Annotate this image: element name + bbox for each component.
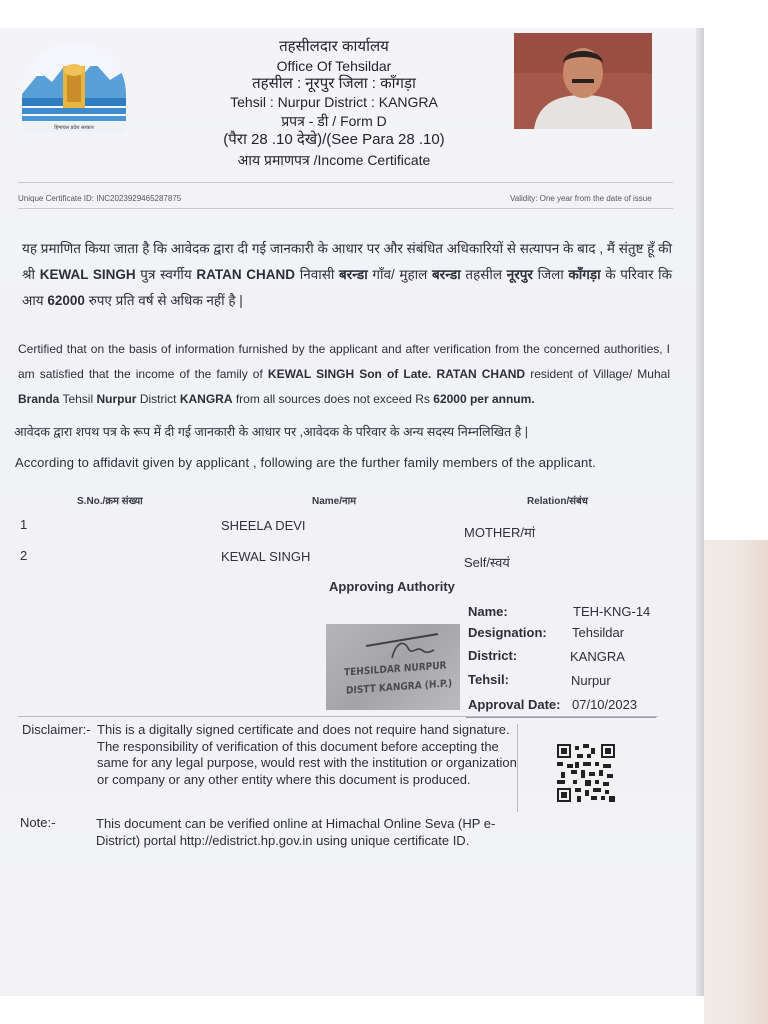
- qr-code-icon: [557, 744, 615, 802]
- authority-name-value: TEH-KNG-14: [573, 604, 651, 619]
- designation-label: Designation:: [468, 625, 547, 640]
- validity-text: Validity: One year from the date of issue: [510, 194, 652, 203]
- hindi-statement: [22, 236, 672, 314]
- hindi-text: के परिवार कि आय: [22, 267, 672, 308]
- certificate-id: Unique Certificate ID: INC2023929465287875: [18, 194, 182, 203]
- disclaimer-label: Disclaimer:-: [22, 722, 91, 737]
- table-cell-name: KEWAL SINGH: [221, 549, 311, 564]
- tehsil-value: Nurpur: [571, 673, 611, 688]
- authority-name-row: [468, 604, 572, 619]
- header-form: प्रपत्र - डी / Form D: [281, 113, 387, 129]
- applicant-photo: [514, 33, 652, 129]
- logo-caption: हिमाचल प्रदेश सरकार: [54, 125, 94, 131]
- note-label: Note:-: [20, 815, 56, 830]
- page-title: आय प्रमाणपत्र /Income Certificate: [237, 152, 431, 168]
- qr-code: [557, 744, 615, 802]
- authority-name-label: Name:: [468, 604, 508, 619]
- table-cell-sno: 1: [20, 517, 28, 532]
- income-amount: 62000 per annum.: [433, 392, 535, 406]
- tehsil-label: Tehsil:: [468, 672, 509, 687]
- header-para: (पैरा 28 .10 देखे)/(See Para 28 .10): [223, 131, 445, 148]
- certificate-paper: [0, 28, 703, 996]
- header-location-hindi: तहसील : नूरपुर जिला : काँगड़ा: [252, 75, 416, 92]
- official-stamp: [326, 624, 460, 710]
- district-label: District:: [468, 648, 518, 663]
- designation-value: Tehsildar: [572, 625, 625, 640]
- background-surface: [704, 540, 768, 1024]
- table-header-sno: S.No./क्रम संख्या: [77, 496, 143, 507]
- hindi-text: जिला: [532, 267, 569, 282]
- divider: [517, 724, 518, 812]
- english-text: Certified that on the basis of information furnished by the applicant and after verification from the concerned authorities, I am satisfied that the income of the family of: [18, 342, 670, 381]
- approval-date-value: 07/10/2023: [572, 697, 638, 712]
- affidavit-line: According to affidavit given by applicant , following are the further family members of the applicant.: [15, 455, 596, 470]
- english-statement: [18, 337, 670, 412]
- table-cell-relation: Self/स्वयं: [464, 555, 510, 570]
- divider: [18, 716, 658, 717]
- hindi-text: निवासी: [295, 267, 339, 282]
- english-text: District: [136, 392, 180, 406]
- divider: [18, 182, 673, 183]
- english-text: resident of Village/ Muhal: [525, 367, 670, 381]
- english-text: from all sources does not exceed Rs: [232, 392, 434, 406]
- district-value: KANGRA: [570, 649, 625, 664]
- district-name: काँगड़ा: [568, 267, 601, 282]
- note-text: This document can be verified online at Himachal Online Seva (HP e-District) portal http://edistrict.hp.gov.in using unique certificate ID.: [96, 816, 496, 848]
- english-text: Tehsil: [59, 392, 97, 406]
- table-header-relation: Relation/संबंध: [527, 496, 588, 507]
- divider: [466, 717, 656, 718]
- applicant-name: KEWAL SINGH: [39, 267, 136, 282]
- approval-date-label: Approval Date:: [468, 697, 561, 712]
- hindi-text: तहसील: [460, 267, 507, 282]
- table-header-name: Name/नाम: [312, 496, 357, 507]
- authority-designation-row: [468, 625, 572, 640]
- stamp-line-2: DISTT KANGRA (H.P.): [346, 678, 453, 697]
- village-name: बरन्डा: [338, 267, 368, 282]
- hindi-text: यह प्रमाणित किया जाता है कि आवेदक द्वारा दी गई जानकारी के आधार पर और संबंधित अधिकारियों से सत्यापन के बाद , मैं संतुष्ट हूँ की श्री: [22, 241, 672, 282]
- tehsil-name: Nurpur: [96, 392, 137, 406]
- table-cell-sno: 2: [20, 548, 28, 563]
- district-name: KANGRA: [179, 392, 233, 406]
- divider: [18, 208, 673, 209]
- hindi-text: पुत्र स्वर्गीय: [135, 267, 197, 282]
- hindi-family-line: आवेदक द्वारा शपथ पत्र के रूप में दी गई जानकारी के आधार पर ,आवेदक के परिवार के अन्य सदस्य निम्नलिखित है |: [14, 425, 529, 439]
- muhal-name: बरन्डा: [431, 267, 461, 282]
- hindi-text: रुपए प्रति वर्ष से अधिक नहीं है |: [84, 293, 243, 308]
- header-office-english: Office Of Tehsildar: [276, 58, 392, 74]
- table-cell-relation: MOTHER/मां: [464, 525, 536, 540]
- stamp-line-1: TEHSILDAR NURPUR: [344, 660, 447, 679]
- table-cell-name: SHEELA DEVI: [221, 518, 306, 533]
- disclaimer-text: This is a digitally signed certificate and does not require hand signature. The responsibility of verification of this document before accepting the same for any legal purpose, would rest with the institution or organization or company or any other entity where this document is produced.: [97, 722, 517, 787]
- authority-district-row: [468, 648, 572, 663]
- portrait-icon: [514, 33, 652, 129]
- header-office-hindi: तहसीलदार कार्यालय: [279, 38, 389, 55]
- approval-date-row: [468, 697, 572, 712]
- applicant-name-relation: KEWAL SINGH Son of Late. RATAN CHAND: [267, 367, 526, 381]
- paper-edge: [696, 28, 704, 996]
- header-location-english: Tehsil : Nurpur District : KANGRA: [230, 94, 438, 110]
- father-name: RATAN CHAND: [196, 267, 296, 282]
- approving-authority-heading: Approving Authority: [329, 579, 455, 594]
- village-name: Branda: [18, 392, 60, 406]
- hindi-text: गाँव/ मुहाल: [367, 267, 432, 282]
- income-amount: 62000: [47, 293, 85, 308]
- tehsil-name: नूरपुर: [506, 267, 533, 282]
- authority-tehsil-row: [468, 672, 572, 687]
